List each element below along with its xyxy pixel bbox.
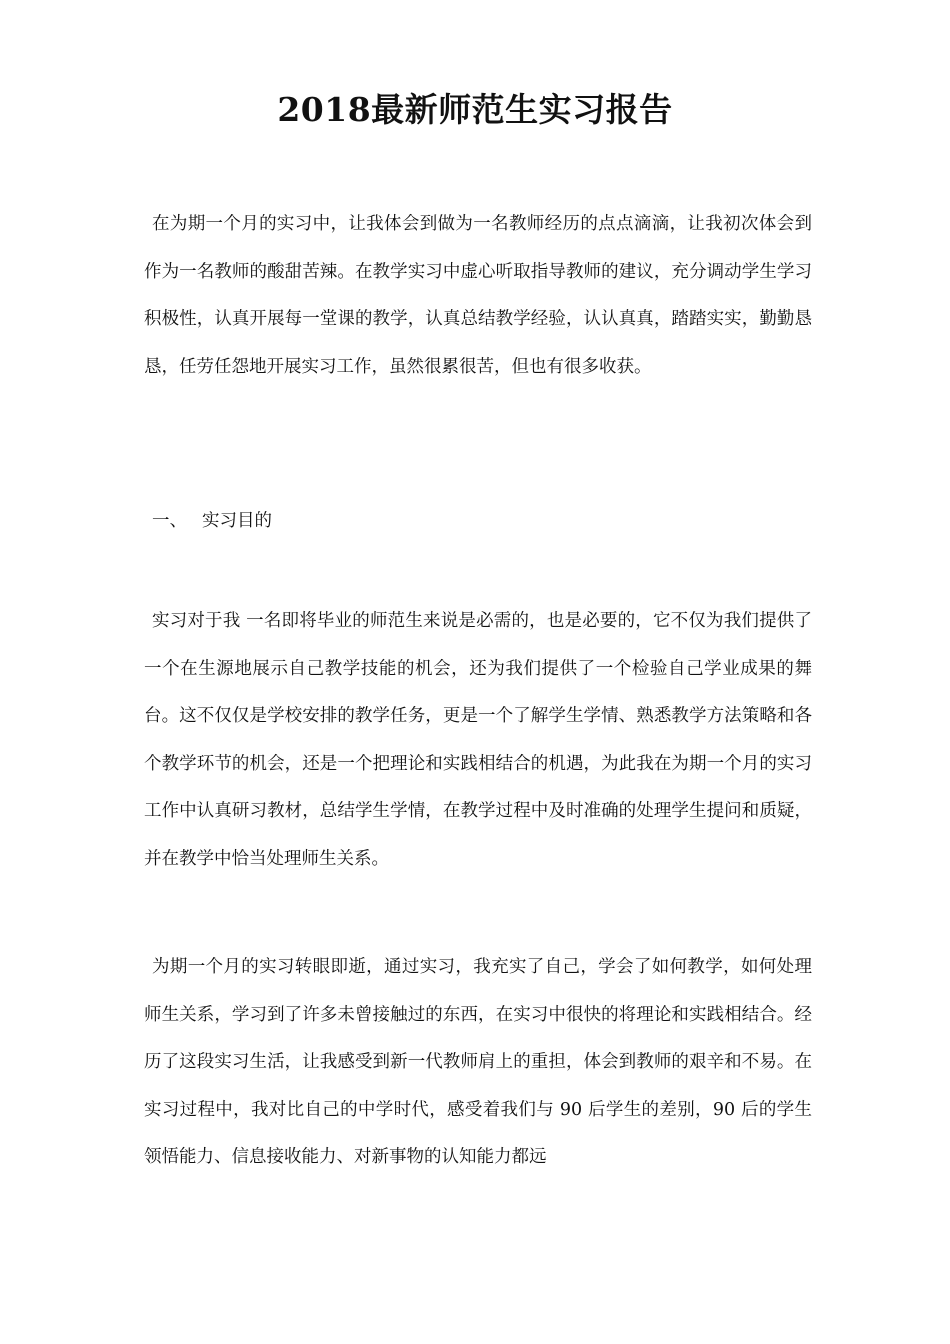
purpose-paragraph-block — [144, 598, 812, 883]
intro-paragraph-block — [144, 201, 812, 391]
intro-paragraph: 在为期一个月的实习中，让我体会到做为一名教师经历的点点滴滴，让我初次体会到作为一名教师的酸甜苦辣。在教学实习中虚心听取指导教师的建议，充分调动学生学习积极性，认真开展每一堂课的教学，认真总结教学经验，认认真真，踏踏实实，勤勤恳恳，任劳任怨地开展实习工作，虽然很累很苦，但也有很多收获。 — [144, 214, 812, 377]
summary-paragraph: 为期一个月的实习转眼即逝，通过实习，我充实了自己，学会了如何教学，如何处理师生关系，学习到了许多未曾接触过的东西，在实习中很快的将理论和实践相结合。经历了这段实习生活，让我感受到新一代教师肩上的重担，体会到教师的艰辛和不易。在实习过程中，我对比自己的中学时代，感受着我们与 90 后学生的差别，90 后的学生领悟能力、信息接收能力、对新事物的认知能力都远 — [144, 957, 812, 1167]
section-heading — [144, 498, 812, 546]
section-heading-number: 一、 — [152, 511, 187, 531]
purpose-paragraph: 实习对于我 一名即将毕业的师范生来说是必需的，也是必要的，它不仅为我们提供了一个在生源地展示自己教学技能的机会，还为我们提供了一个检验自己学业成果的舞台。这不仅仅是学校安排的教学任务，更是一个了解学生学情、熟悉教学方法策略和各个教学环节的机会，还是一个把理论和实践相结合的机遇，为此我在为期一个月的实习工作中认真研习教材，总结学生学情，在教学过程中及时准确的处理学生提问和质疑，并在教学中恰当处理师生关系。 — [144, 611, 812, 869]
section-heading-text: 实习目的 — [202, 511, 272, 531]
summary-paragraph-block — [144, 944, 812, 1182]
section-heading-block — [144, 498, 812, 546]
document-title: 2018最新师范生实习报告 — [277, 90, 673, 129]
